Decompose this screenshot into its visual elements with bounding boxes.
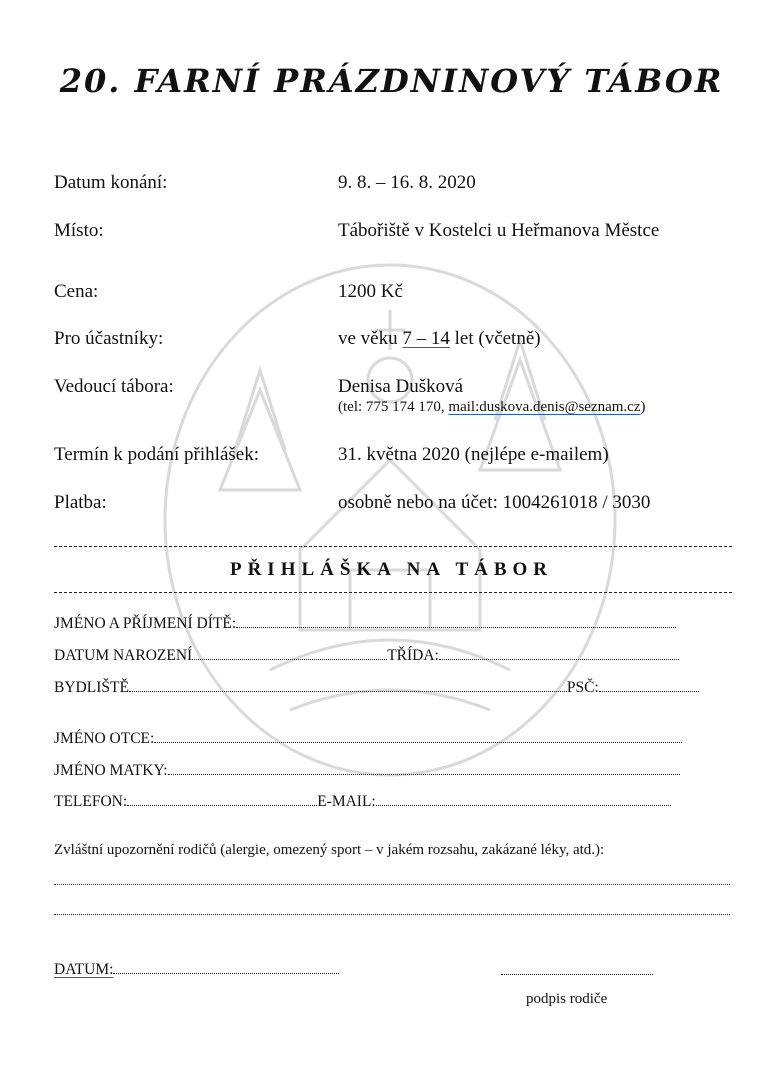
birth-class-row — [54, 647, 679, 665]
participants-prefix: ve věku — [338, 328, 403, 349]
address-label: BYDLIŠTĚ — [54, 679, 129, 696]
zip-label: PSČ: — [566, 679, 599, 696]
leader-contact-suffix: ) — [640, 399, 646, 415]
child-name-row — [54, 615, 676, 633]
birth-date-field[interactable] — [192, 647, 387, 660]
father-row — [54, 730, 682, 748]
deadline-value: 31. května 2020 (nejlépe e-mailem) — [338, 444, 609, 465]
leader-contact-prefix: (tel: 775 174 170, — [338, 399, 449, 415]
mother-name-field[interactable] — [168, 762, 680, 775]
leader-name: Denisa Dušková — [338, 376, 464, 397]
mother-row — [54, 762, 680, 780]
leader-label: Vedoucí tábora: — [54, 376, 174, 397]
zip-field[interactable] — [599, 679, 699, 692]
participants-suffix: let (včetně) — [449, 328, 541, 349]
phone-field[interactable] — [127, 793, 317, 806]
participants-age: 7 – 14 — [402, 328, 450, 349]
mother-label: JMÉNO MATKY: — [54, 762, 168, 779]
notes-label: Zvláštní upozornění rodičů (alergie, omezený sport – v jakém rozsahu, zakázané léky, atd.): — [54, 842, 605, 858]
signature-label: podpis rodiče — [526, 991, 608, 1007]
date-value: 9. 8. – 16. 8. 2020 — [338, 172, 476, 193]
class-field[interactable] — [439, 647, 679, 660]
price-label: Cena: — [54, 281, 99, 302]
leader-contact — [338, 399, 646, 416]
notes-line-1[interactable] — [54, 884, 730, 885]
date-row — [54, 961, 339, 979]
form-date-field[interactable] — [113, 961, 339, 974]
email-label: E-MAIL: — [317, 793, 376, 810]
payment-label: Platba: — [54, 492, 107, 513]
contact-row — [54, 793, 671, 811]
child-name-field[interactable] — [236, 615, 676, 628]
father-label: JMÉNO OTCE: — [54, 730, 155, 747]
page-title: 20. FARNÍ PRÁZDNINOVÝ TÁBOR — [59, 62, 724, 100]
deadline-label: Termín k podání přihlášek: — [54, 444, 259, 465]
payment-value: osobně nebo na účet: 1004261018 / 3030 — [338, 492, 651, 513]
class-label: TŘÍDA: — [387, 647, 439, 664]
notes-line-2[interactable] — [54, 914, 730, 915]
address-field[interactable] — [129, 679, 567, 692]
email-field[interactable] — [376, 793, 671, 806]
date-label: Datum konání: — [54, 172, 168, 193]
participants-value — [338, 328, 541, 350]
signature-line[interactable] — [501, 974, 653, 975]
father-name-field[interactable] — [154, 730, 682, 743]
form-heading: PŘIHLÁŠKA NA TÁBOR — [229, 559, 554, 580]
birth-label: DATUM NAROZENÍ — [54, 647, 193, 664]
price-value: 1200 Kč — [338, 281, 403, 302]
divider-bottom — [54, 592, 732, 593]
address-row — [54, 679, 699, 697]
phone-label: TELEFON: — [54, 793, 128, 810]
divider-top — [54, 546, 732, 547]
place-value: Tábořiště v Kostelci u Heřmanova Městce — [338, 220, 660, 241]
participants-label: Pro účastníky: — [54, 328, 164, 349]
place-label: Místo: — [54, 220, 104, 241]
form-date-label: DATUM: — [54, 961, 114, 978]
leader-email-link[interactable]: mail:duskova.denis@seznam.cz — [448, 399, 641, 415]
child-name-label: JMÉNO A PŘÍJMENÍ DÍTĚ: — [54, 615, 237, 632]
